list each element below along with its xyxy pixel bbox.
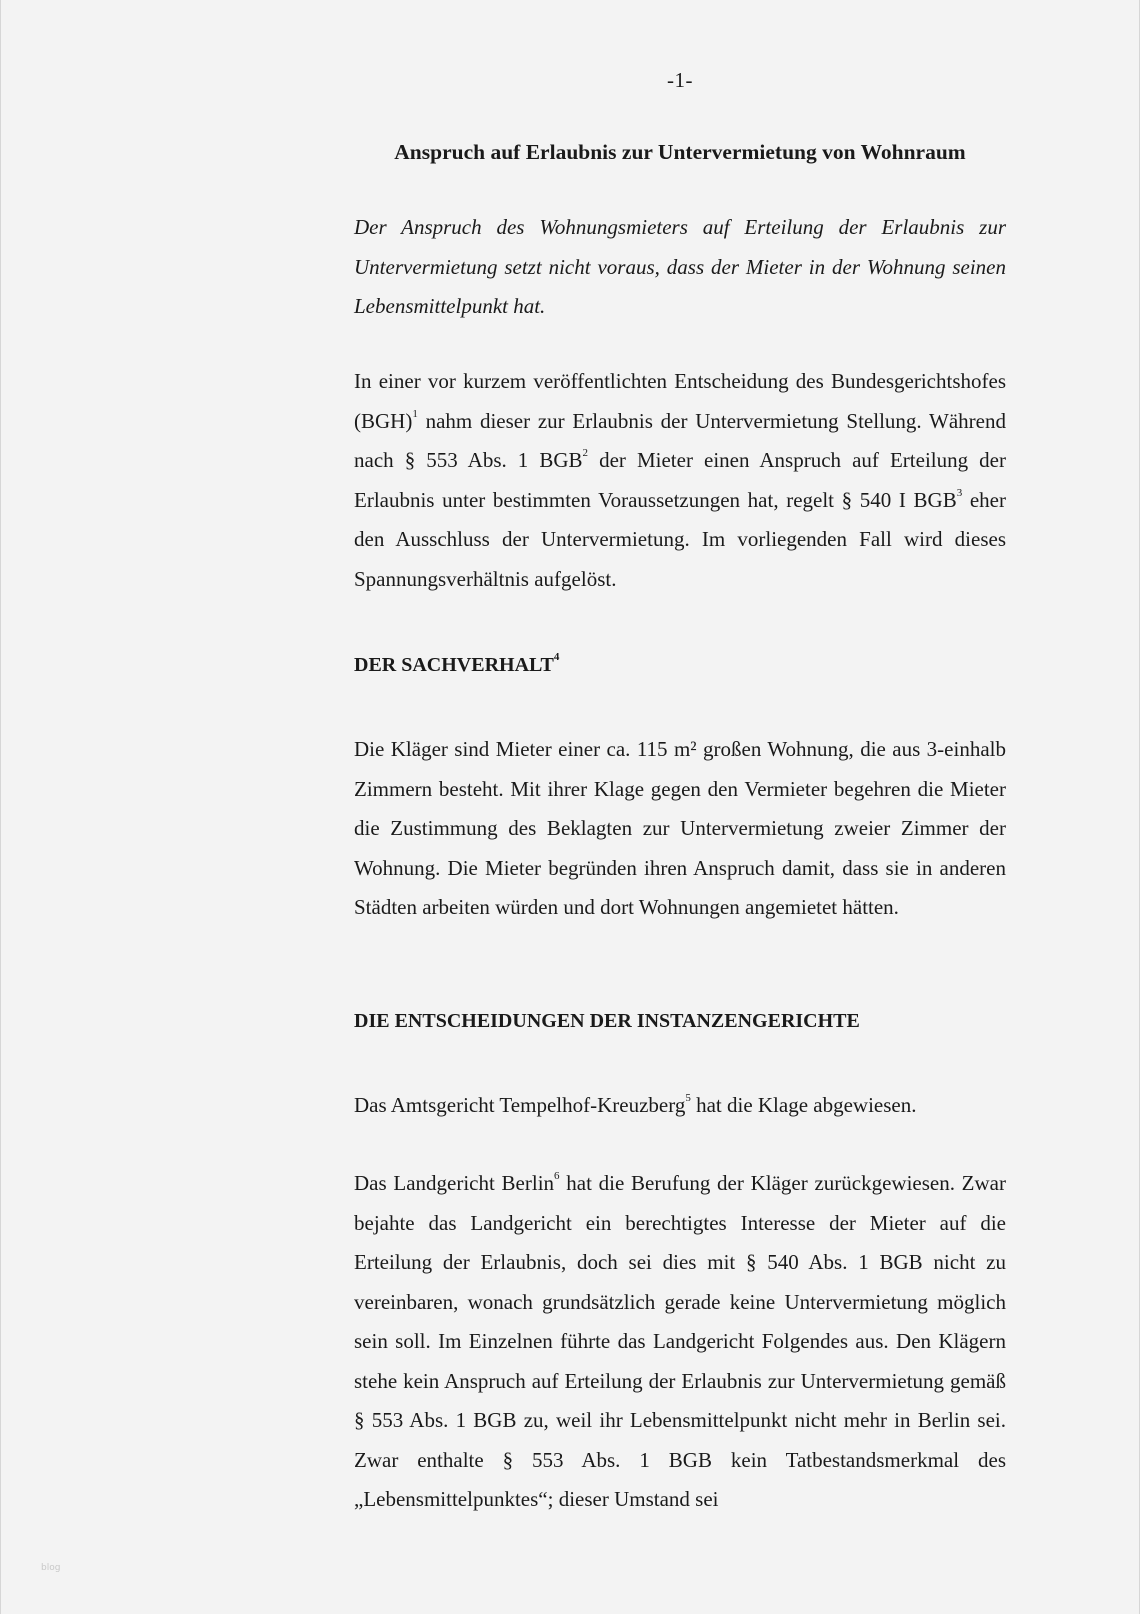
section-heading-instanzengerichte: DIE ENTSCHEIDUNGEN DER INSTANZENGERICHTE (354, 1010, 860, 1032)
footnote-ref-5[interactable]: 5 (685, 1092, 691, 1104)
p1-text-d: eher den Ausschluss der Untervermietung. Im vorliegenden Fall wird dieses Spannungsverhältnis aufgelöst. (354, 487, 1006, 591)
p1-text-c: der Mieter einen Anspruch auf Erteilung der Erlaubnis unter bestimmten Voraussetzungen hat, regelt § 540 I BGB (354, 448, 1006, 512)
paragraph-landgericht (354, 1164, 1006, 1520)
p4-text-b: hat die Berufung der Kläger zurückgewiesen. Zwar bejahte das Landgericht ein berechtigtes Interesse der Mieter auf die Erteilung der Erlaubnis, doch sei dies mit § 540 Abs. 1 BGB nicht zu vereinbaren, wonach grundsätzlich gerade keine Untervermietung möglich sein soll. Im Einzelnen führte das Landgericht Folgendes aus. Den Klägern stehe kein Anspruch auf Erteilung der Erlaubnis zur Untervermietung gemäß § 553 Abs. 1 BGB zu, weil ihr Lebensmittelpunkt nicht mehr in Berlin sei. Zwar enthalte § 553 Abs. 1 BGB kein Tatbestandsmerkmal des „Lebensmittelpunktes“; dieser Umstand sei (354, 1171, 1006, 1511)
document-title: Anspruch auf Erlaubnis zur Untervermietung von Wohnraum (394, 140, 966, 164)
p3-text-a: Das Amtsgericht Tempelhof-Kreuzberg (354, 1093, 686, 1117)
p1-text-b: nahm dieser zur Erlaubnis der Untervermietung Stellung. Während nach § 553 Abs. 1 BGB (354, 408, 1006, 472)
paragraph-introduction (354, 362, 1006, 599)
paragraph-sachverhalt: Die Kläger sind Mieter einer ca. 115 m² großen Wohnung, die aus 3-einhalb Zimmern besteht. Mit ihrer Klage gegen den Vermieter begehren die Mieter die Zustimmung des Beklagten zur Untervermietung zweier Zimmer der Wohnung. Die Mieter begründen ihren Anspruch damit, dass sie in anderen Städten arbeiten würden und dort Wohnungen angemietet hätten. (354, 737, 1006, 919)
footnote-ref-2[interactable]: 2 (582, 447, 589, 459)
footnote-ref-1[interactable]: 1 (412, 407, 418, 420)
footnote-ref-3[interactable]: 3 (956, 486, 963, 499)
p3-text-b: hat die Klage abgewiesen. (690, 1093, 917, 1117)
watermark: blog (41, 1563, 61, 1573)
intro-summary: Der Anspruch des Wohnungsmieters auf Erteilung der Erlaubnis zur Untervermietung setzt nicht voraus, dass der Mieter in der Wohnung seinen Lebensmittelpunkt hat. (354, 215, 1006, 318)
footnote-ref-4[interactable]: 4 (553, 651, 560, 664)
footnote-ref-6[interactable]: 6 (554, 1170, 560, 1182)
p1-text-a: In einer vor kurzem veröffentlichten Entscheidung des Bundesgerichtshofes (BGH) (354, 369, 1006, 433)
page-number: -1- (667, 68, 693, 92)
paragraph-amtsgericht (354, 1086, 1006, 1126)
heading1-text: DER SACHVERHALT (354, 654, 554, 676)
p4-text-a: Das Landgericht Berlin (354, 1171, 555, 1195)
section-heading-sachverhalt (354, 651, 560, 677)
